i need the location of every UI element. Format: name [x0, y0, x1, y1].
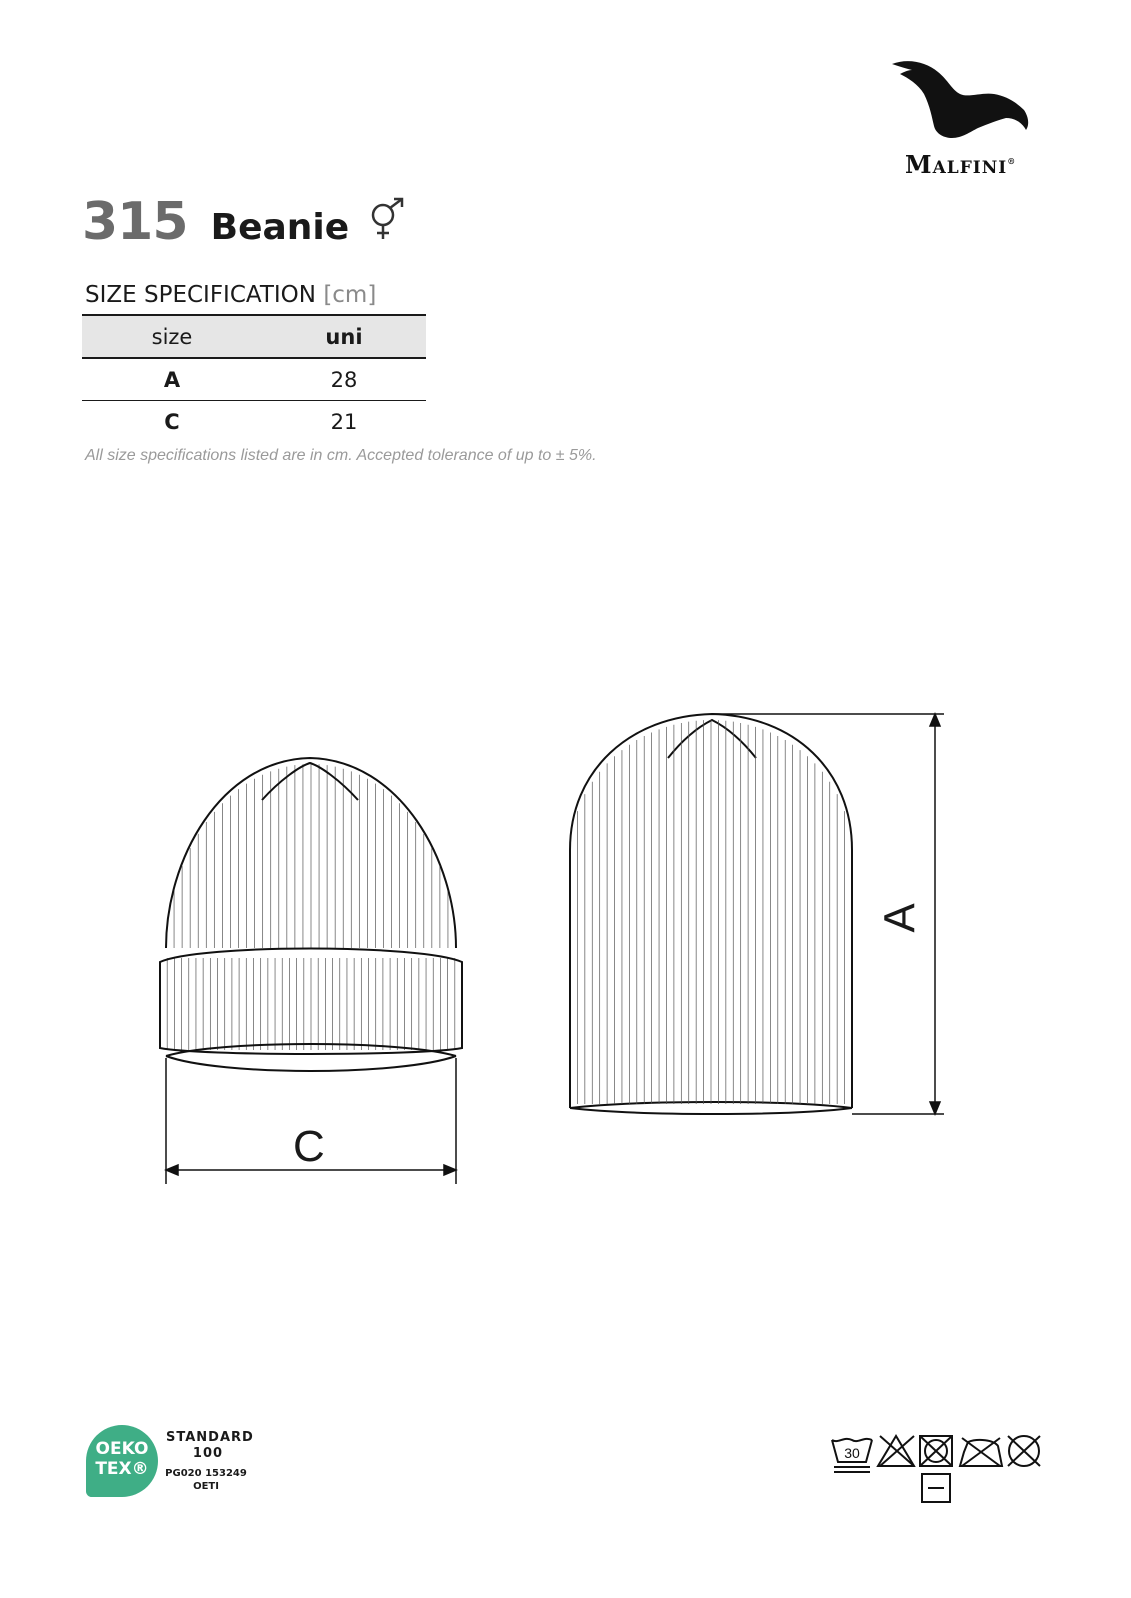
care-symbols: [828, 1432, 1048, 1508]
no-dry-clean-icon: [1008, 1436, 1040, 1466]
product-code: 315: [82, 192, 188, 252]
table-row: [82, 358, 426, 401]
row-value: 28: [330, 367, 358, 392]
tall-beanie-ribs: [577, 720, 844, 1104]
table-header-row: [82, 315, 426, 358]
dry-flat-icon: [922, 1474, 950, 1502]
dimension-c-label: C: [293, 1122, 325, 1171]
column-header-size: size: [151, 324, 193, 349]
oeko-tex-badge: [86, 1425, 158, 1497]
beanie-technical-drawing: [0, 690, 1131, 1210]
column-header-uni: uni: [325, 324, 363, 349]
no-bleach-icon: [878, 1436, 914, 1466]
dimension-a-label: A: [875, 903, 925, 933]
certificate-code: PG020 153249: [165, 1468, 247, 1479]
folded-beanie-ribs: [167, 764, 455, 1050]
table-row: [82, 401, 426, 443]
tolerance-note: All size specifications listed are in cm. Accepted tolerance of up to ± 5%.: [85, 447, 597, 464]
product-title: [82, 192, 408, 252]
oeko-label: OEKO: [95, 1439, 149, 1459]
standard-label: STANDARD: [166, 1430, 254, 1445]
row-label: A: [163, 367, 181, 392]
row-value: 21: [330, 409, 358, 434]
no-iron-icon: [960, 1438, 1002, 1466]
size-spec-heading: [85, 282, 376, 308]
wash-temperature: 30: [844, 1445, 860, 1461]
wash-30-icon: [832, 1439, 872, 1472]
size-table: [82, 314, 426, 442]
certificate-institute: OETI: [193, 1481, 219, 1492]
product-name: Beanie: [210, 207, 350, 248]
size-spec-unit: [cm]: [323, 282, 377, 308]
standard-number: 100: [192, 1446, 224, 1461]
brand-name: Malfini®: [905, 150, 1017, 179]
tex-label: TEX®: [95, 1459, 149, 1479]
unisex-icon: [368, 197, 408, 247]
size-spec-title: SIZE SPECIFICATION: [85, 282, 316, 308]
no-tumble-dry-icon: [920, 1436, 952, 1466]
row-label: C: [164, 409, 180, 434]
